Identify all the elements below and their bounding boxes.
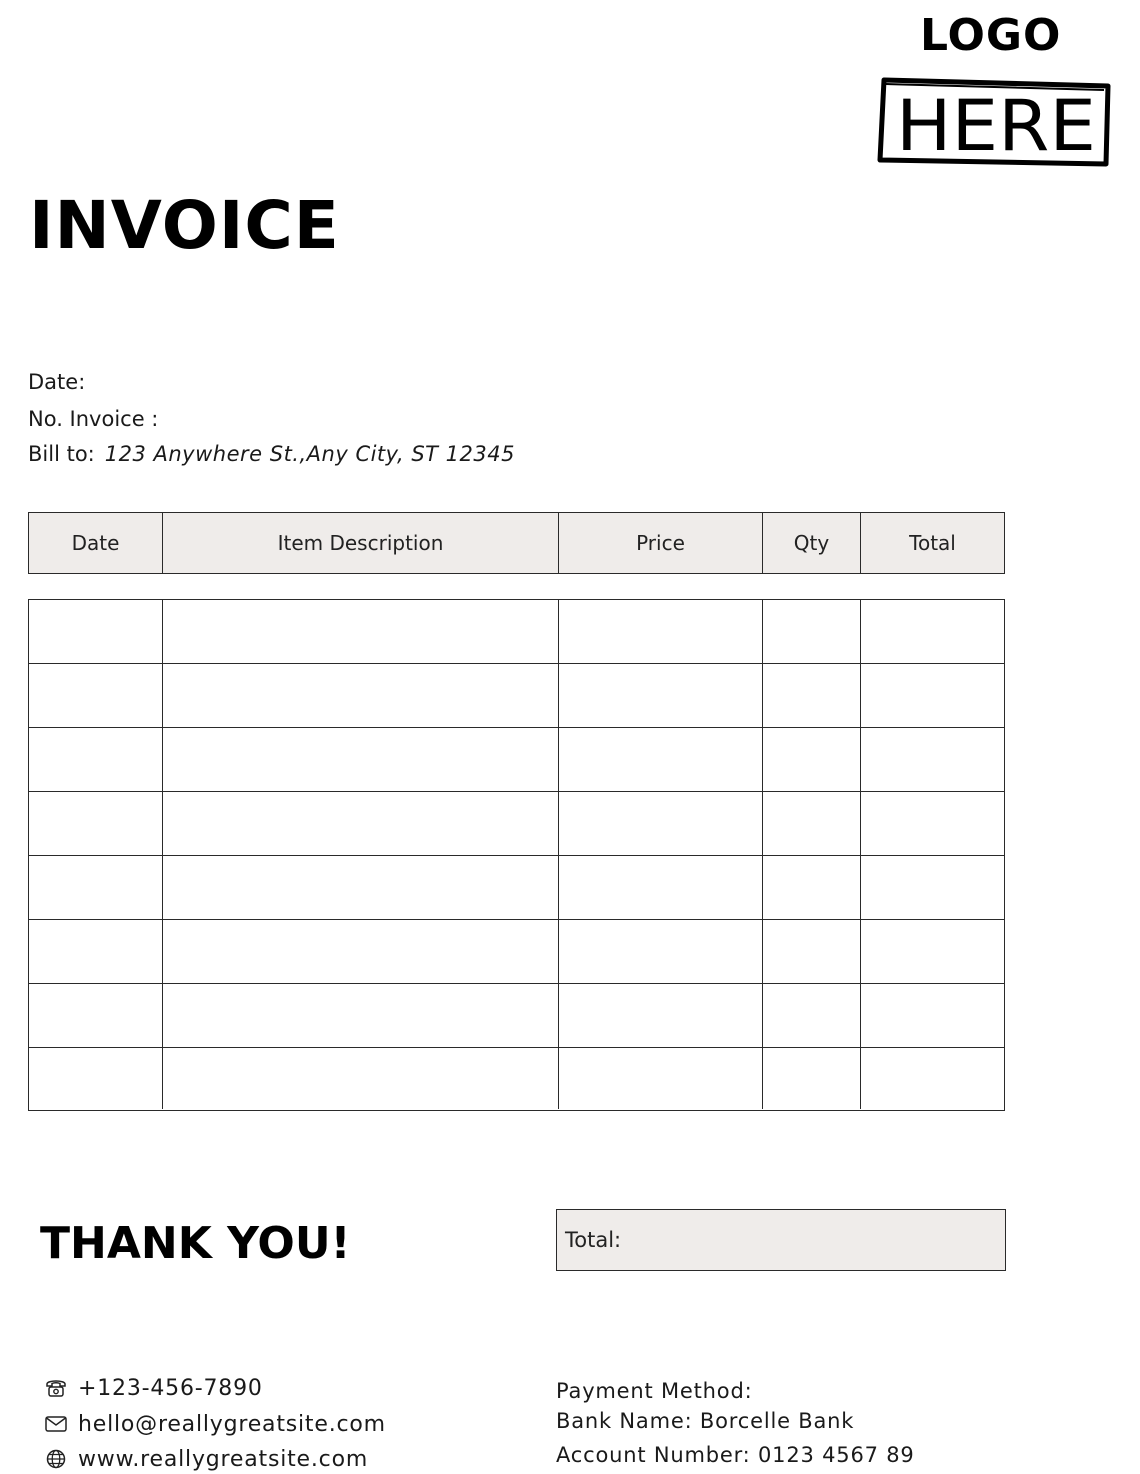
logo-text: LOGO	[920, 10, 1062, 61]
globe-icon	[44, 1447, 68, 1471]
table-cell[interactable]	[29, 792, 163, 855]
invoice-number-label: No. Invoice :	[28, 407, 159, 431]
date-label: Date:	[28, 370, 86, 394]
table-cell[interactable]	[559, 664, 763, 727]
bill-to-line	[28, 440, 515, 468]
table-cell[interactable]	[763, 1048, 861, 1109]
table-cell[interactable]	[763, 792, 861, 855]
table-row	[29, 984, 1004, 1048]
table-cell[interactable]	[763, 856, 861, 919]
payment-method-label: Payment Method:	[556, 1379, 753, 1403]
table-cell[interactable]	[861, 1048, 1004, 1109]
email-text: hello@reallygreatsite.com	[78, 1411, 386, 1437]
header-price: Price	[559, 513, 763, 573]
table-cell[interactable]	[29, 1048, 163, 1109]
table-cell[interactable]	[861, 600, 1004, 663]
table-cell[interactable]	[163, 920, 559, 983]
header-item-description: Item Description	[163, 513, 559, 573]
table-cell[interactable]	[763, 664, 861, 727]
table-cell[interactable]	[163, 728, 559, 791]
table-cell[interactable]	[559, 920, 763, 983]
table-row	[29, 664, 1004, 728]
table-cell[interactable]	[163, 1048, 559, 1109]
website-text: www.reallygreatsite.com	[78, 1446, 369, 1472]
table-cell[interactable]	[861, 984, 1004, 1047]
table-cell[interactable]	[163, 984, 559, 1047]
bill-to-address: 123 Anywhere St.,Any City, ST 12345	[104, 442, 515, 466]
table-row	[29, 792, 1004, 856]
contact-website	[44, 1444, 368, 1474]
table-cell[interactable]	[861, 856, 1004, 919]
table-cell[interactable]	[29, 728, 163, 791]
bill-to-label: Bill to:	[28, 442, 95, 466]
table-cell[interactable]	[763, 728, 861, 791]
mail-icon	[44, 1412, 68, 1436]
table-cell[interactable]	[861, 920, 1004, 983]
table-cell[interactable]	[559, 792, 763, 855]
table-cell[interactable]	[29, 856, 163, 919]
invoice-title: INVOICE	[29, 187, 340, 264]
table-cell[interactable]	[29, 664, 163, 727]
logo-here-box	[874, 72, 1114, 174]
table-cell[interactable]	[163, 792, 559, 855]
phone-text: +123-456-7890	[78, 1375, 263, 1401]
table-cell[interactable]	[763, 600, 861, 663]
contact-email	[44, 1409, 386, 1439]
table-row	[29, 600, 1004, 664]
table-cell[interactable]	[29, 984, 163, 1047]
table-cell[interactable]	[29, 920, 163, 983]
table-cell[interactable]	[559, 1048, 763, 1109]
bank-name: Bank Name: Borcelle Bank	[556, 1409, 855, 1433]
table-cell[interactable]	[559, 728, 763, 791]
phone-icon	[44, 1376, 68, 1400]
logo-here-text: HERE	[896, 85, 1096, 167]
table-cell[interactable]	[763, 984, 861, 1047]
table-cell[interactable]	[559, 856, 763, 919]
table-row	[29, 920, 1004, 984]
table-row	[29, 856, 1004, 920]
table-cell[interactable]	[763, 920, 861, 983]
table-cell[interactable]	[861, 792, 1004, 855]
thank-you-heading: THANK YOU!	[40, 1218, 351, 1269]
table-cell[interactable]	[29, 600, 163, 663]
header-date: Date	[29, 513, 163, 573]
table-cell[interactable]	[559, 984, 763, 1047]
table-cell[interactable]	[861, 664, 1004, 727]
table-cell[interactable]	[163, 664, 559, 727]
table-cell[interactable]	[163, 856, 559, 919]
total-box[interactable]	[556, 1209, 1006, 1271]
items-table-header	[28, 512, 1005, 574]
total-label: Total:	[565, 1228, 622, 1252]
account-number: Account Number: 0123 4567 89	[556, 1443, 915, 1467]
table-row	[29, 1048, 1004, 1109]
table-cell[interactable]	[163, 600, 559, 663]
header-qty: Qty	[763, 513, 861, 573]
contact-phone	[44, 1373, 263, 1403]
table-cell[interactable]	[861, 728, 1004, 791]
table-cell[interactable]	[559, 600, 763, 663]
items-table-body	[28, 599, 1005, 1111]
header-total: Total	[909, 531, 956, 555]
table-row	[29, 728, 1004, 792]
